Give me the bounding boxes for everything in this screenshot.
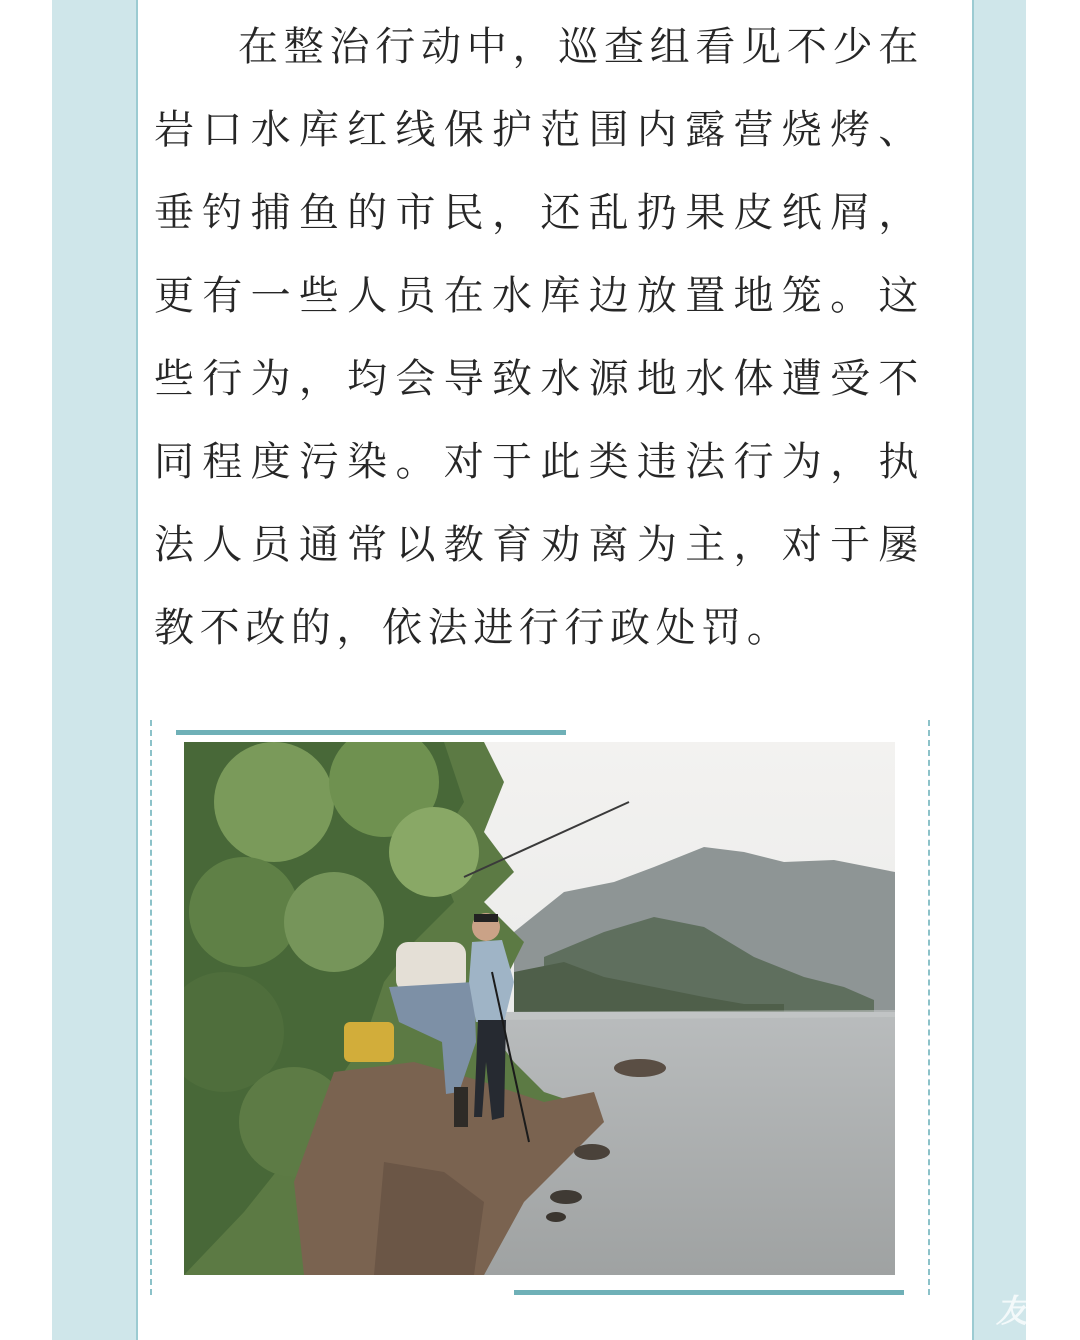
photo-frame-bar-top — [176, 730, 566, 735]
photo-frame-dashed-right — [928, 720, 930, 1295]
article-paragraph: 在整治行动中，巡查组看见不少在岩口水库红线保护范围内露营烧烤、垂钓捕鱼的市民，还乱扔果皮纸屑，更有一些人员在水库边放置地笼。这些行为，均会导致水源地水体遭受不同程度污染。对于此类违法行为，执法人员通常以教育劝离为主，对于屡教不改的，依法进行行政处罚。 — [154, 24, 924, 651]
left-decorative-band — [52, 0, 136, 1340]
photo-frame-bar-bottom — [514, 1290, 904, 1295]
right-decorative-band — [974, 0, 1026, 1340]
article-body — [154, 6, 924, 670]
watermark-text: 友 — [995, 1292, 1028, 1330]
reservoir-patrol-photo — [184, 742, 895, 1275]
photo-frame-dashed-left — [150, 720, 152, 1295]
right-margin — [1026, 0, 1080, 1340]
right-band-edge — [972, 0, 974, 1340]
